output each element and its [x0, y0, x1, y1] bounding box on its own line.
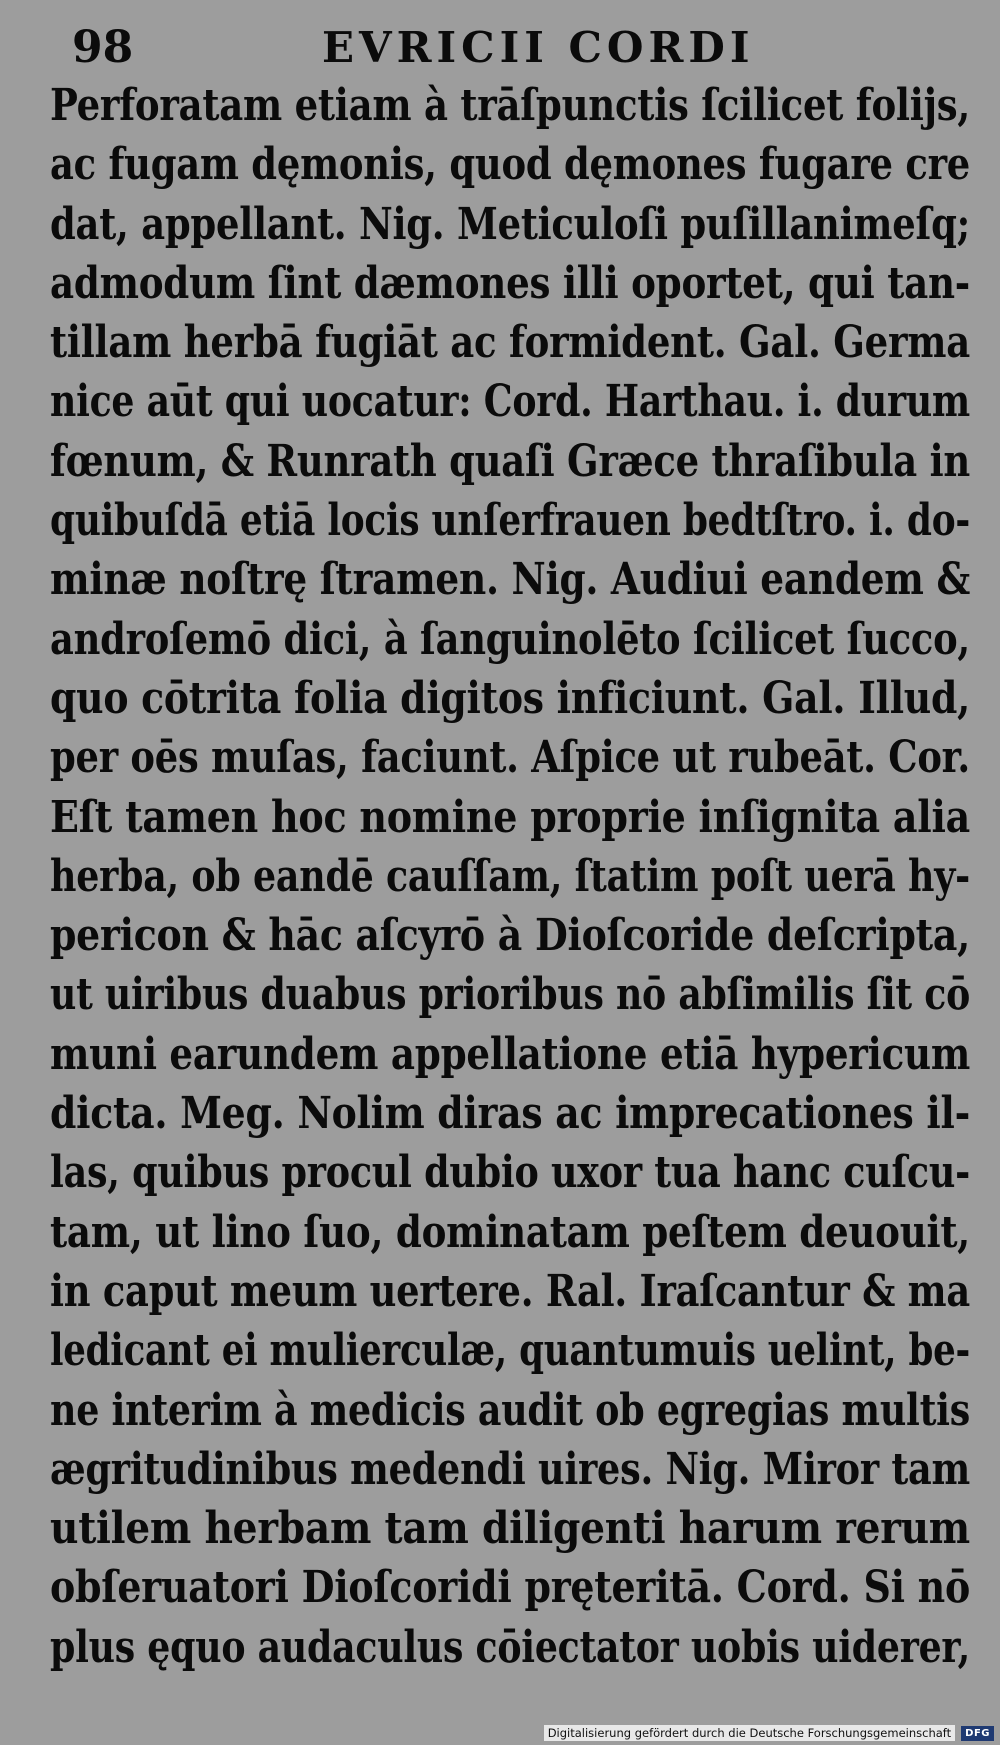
text-line: las, quibus procul dubio uxor tua hanc cuſcu-	[50, 1147, 970, 1199]
text-line: Eſt tamen hoc nomine proprie inſignita alia	[50, 791, 970, 843]
body-text	[50, 76, 970, 1677]
text-line: plus ęquo audaculus cōiectator uobis uiderer,	[50, 1621, 970, 1673]
page-number: 98	[72, 22, 134, 73]
text-line: quibuſdā etiā locis unſerfrauen bedtſtro. i. do-	[50, 495, 970, 547]
text-line: fœnum, & Runrath quaſi Græce thraſibula in	[50, 435, 970, 487]
text-line: ac fugam dęmonis, quod dęmones fugare cre	[50, 139, 970, 191]
text-line: dicta. Meg. Nolim diras ac imprecationes il-	[50, 1088, 970, 1140]
text-line: pericon & hāc aſcyrō à Dioſcoride deſcripta,	[50, 910, 970, 962]
page-header	[72, 22, 952, 74]
text-line: admodum ſint dæmones illi oportet, qui tan-	[50, 257, 970, 309]
text-line: Perforatam etiam à trāſpunctis ſcilicet folijs,	[50, 80, 970, 131]
text-line: herba, ob eandē cauſſam, ſtatim poſt uerā hy-	[50, 850, 970, 902]
text-line: ne interim à medicis audit ob egregias multis	[50, 1384, 970, 1436]
text-line: ut uiribus duabus prioribus nō abſimilis ſit cō	[50, 969, 970, 1021]
text-line: in caput meum uertere. Ral. Iraſcantur & ma	[50, 1265, 970, 1317]
text-line: nice aūt qui uocatur: Cord. Harthau. i. durum	[50, 376, 970, 428]
text-line: utilem herbam tam diligenti harum rerum	[50, 1503, 970, 1555]
digitization-footer	[544, 1723, 994, 1743]
text-line: ledicant ei mulierculæ, quantumuis uelint, be-	[50, 1325, 970, 1377]
text-line: dat, appellant. Nig. Meticuloſi puſillanimeſq;	[50, 198, 970, 250]
funding-credit: Digitalisierung gefördert durch die Deutsche Forschungsgemeinschaft	[544, 1725, 955, 1741]
running-title: EVRICII CORDI	[322, 23, 755, 72]
text-line: obſeruatori Dioſcoridi pręteritā. Cord. Si nō	[50, 1562, 970, 1614]
dfg-logo: DFG	[961, 1726, 994, 1741]
text-line: muni earundem appellatione etiā hypericum	[50, 1028, 971, 1080]
text-line: tillam herbā fugiāt ac formident. Gal. Germa	[50, 317, 970, 369]
text-line: quo cōtrita folia digitos inficiunt. Gal. Illud,	[50, 672, 970, 724]
text-line: androſemō dici, à ſanguinolēto ſcilicet ſucco,	[50, 613, 970, 665]
text-line: per oēs muſas, faciunt. Aſpice ut rubeāt. Cor.	[50, 732, 970, 784]
text-line: ægritudinibus medendi uires. Nig. Miror tam	[50, 1443, 970, 1495]
text-line: tam, ut lino ſuo, dominatam peſtem deuouit,	[50, 1206, 970, 1258]
text-line: minæ noſtrę ſtramen. Nig. Audiui eandem &	[50, 554, 970, 606]
